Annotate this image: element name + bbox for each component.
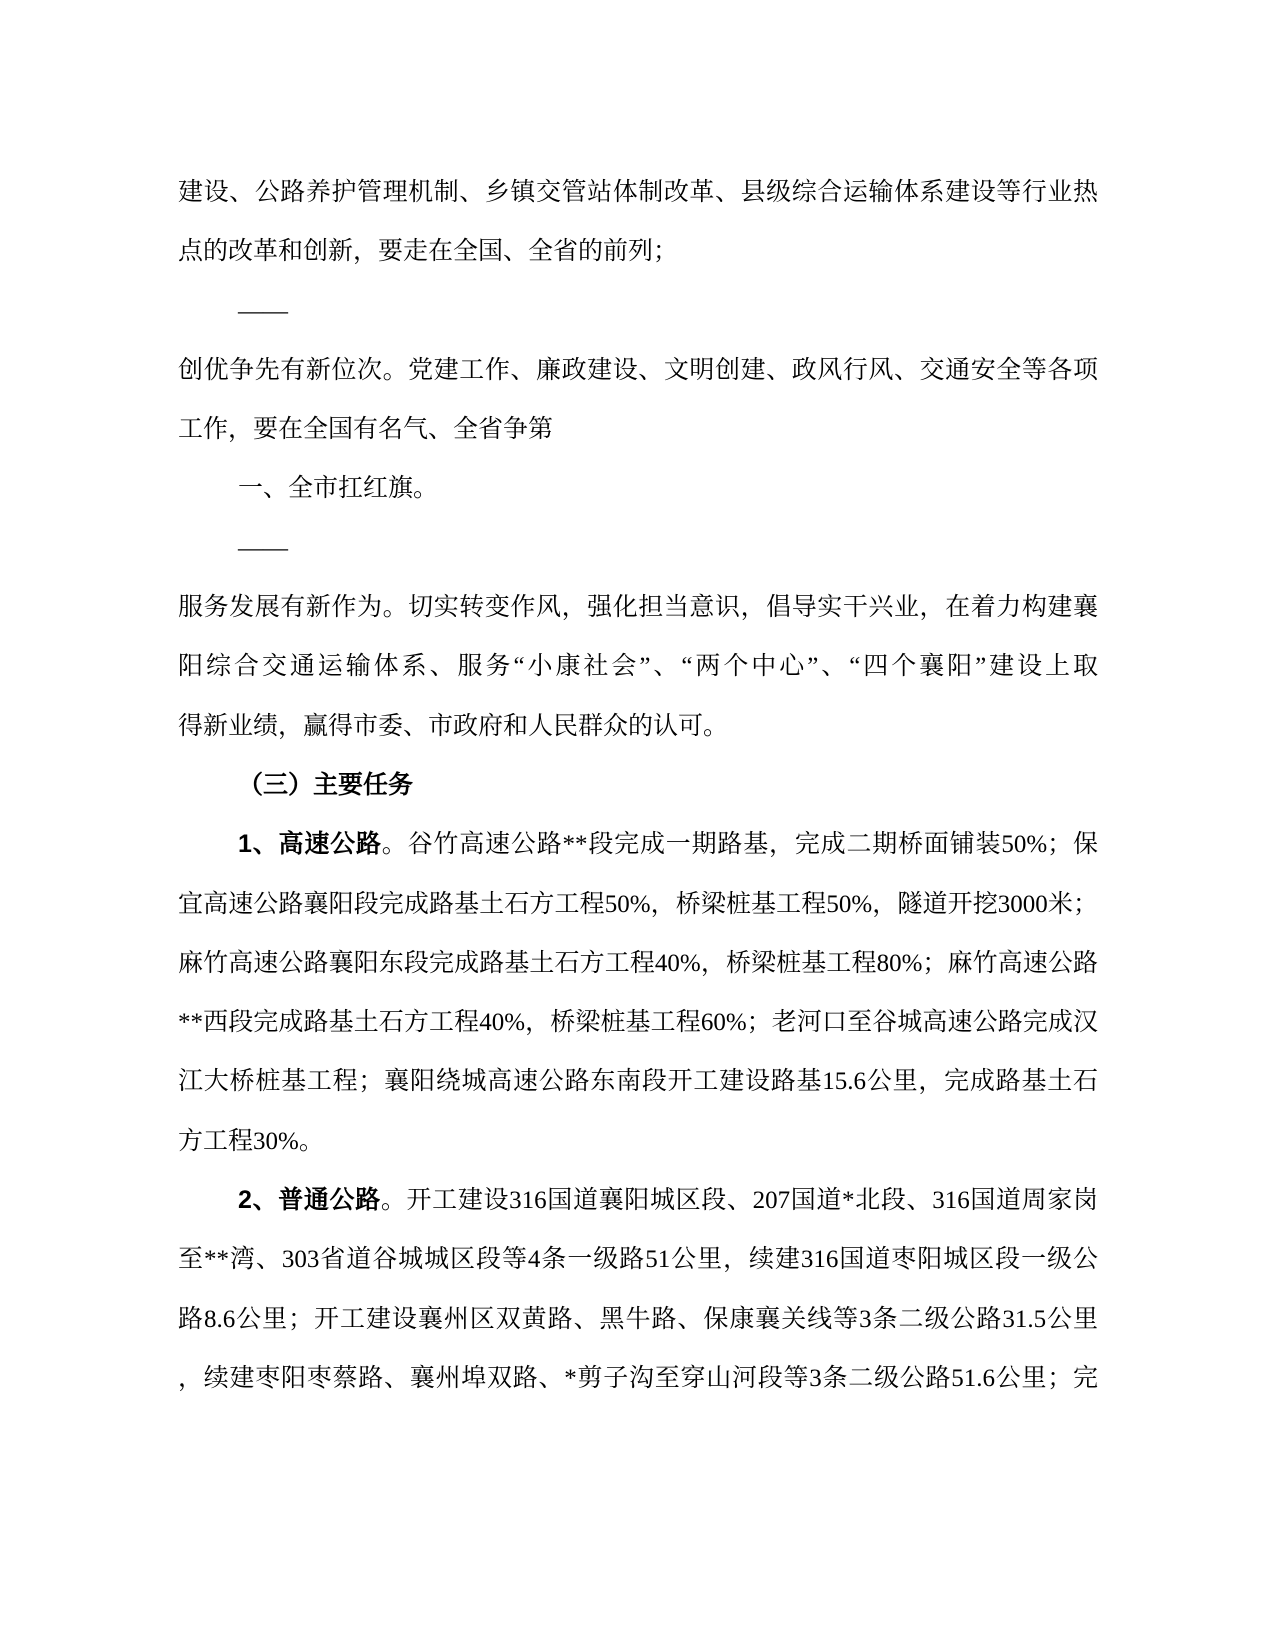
document-line [178, 1171, 1098, 1230]
document-line [178, 756, 1098, 815]
text-run: 工作，要在全国有名气、全省争第 [178, 416, 554, 444]
text-run: 点的改革和创新，要走在全国、全省的前列； [178, 238, 679, 266]
text-run: 建设、公路养护管理机制、乡镇交管站体制改革、县级综合运输体系建设等行业热 [178, 179, 1098, 206]
text-run: 阳综合交通运输体系、服务“小康社会”、“两个中心”、“四个襄阳”建设上取 [178, 653, 1098, 681]
document-line [178, 282, 1098, 341]
document-line [178, 1052, 1098, 1111]
text-run: 服务发展有新作为。切实转变作风，强化担当意识，倡导实干兴业，在着力构建襄 [178, 594, 1098, 622]
document-line [178, 1290, 1098, 1349]
document-line [178, 459, 1098, 518]
text-run: 创优争先有新位次。党建工作、廉政建设、文明创建、政风行风、交通安全等各项 [178, 356, 1098, 384]
document-line [178, 697, 1098, 756]
document-line [178, 341, 1098, 400]
document-line [178, 993, 1098, 1052]
text-run: —— [238, 534, 288, 562]
document-content [178, 163, 1098, 1408]
text-run: 至**湾、303省道谷城城区段等4条一级路51公里，续建316国道枣阳城区段一级公 [178, 1246, 1098, 1274]
text-run: **西段完成路基土石方工程40%，桥梁桩基工程60%；老河口至谷城高速公路完成汉 [178, 1009, 1098, 1037]
text-run: ，续建枣阳枣蔡路、襄州埠双路、*剪子沟至穿山河段等3条二级公路51.6公里；完 [178, 1364, 1098, 1392]
document-line [178, 519, 1098, 578]
document-line [178, 1112, 1098, 1171]
document-line [178, 875, 1098, 934]
document-line [178, 1349, 1098, 1408]
document-line [178, 163, 1098, 222]
text-run: 江大桥桩基工程；襄阳绕城高速公路东南段开工建设路基15.6公里，完成路基土石 [178, 1068, 1098, 1096]
bold-text-run: 1、高速公路 [238, 830, 382, 859]
bold-text-run: （三）主要任务 [238, 770, 414, 799]
text-run: 麻竹高速公路襄阳东段完成路基土石方工程40%，桥梁桩基工程80%；麻竹高速公路 [178, 949, 1098, 977]
text-run: 。谷竹高速公路**段完成一期路基，完成二期桥面铺装50%；保 [381, 831, 1098, 859]
document-line [178, 1230, 1098, 1289]
text-run: —— [238, 297, 288, 325]
text-run: 方工程30%。 [178, 1127, 324, 1155]
document-line [178, 815, 1098, 874]
text-run: 宜高速公路襄阳段完成路基土石方工程50%，桥梁桩基工程50%，隧道开挖3000米； [178, 890, 1098, 918]
text-run: 路8.6公里；开工建设襄州区双黄路、黑牛路、保康襄关线等3条二级公路31.5公里 [178, 1305, 1098, 1333]
text-run: 得新业绩，赢得市委、市政府和人民群众的认可。 [178, 712, 729, 740]
text-run: 一、全市扛红旗。 [238, 475, 439, 503]
text-run: 。开工建设316国道襄阳城区段、207国道*北段、316国道周家岗 [380, 1187, 1098, 1215]
document-line [178, 637, 1098, 696]
document-line [178, 222, 1098, 281]
document-line [178, 578, 1098, 637]
bold-text-run: 2、普通公路 [238, 1186, 381, 1215]
document-line [178, 934, 1098, 993]
document-line [178, 400, 1098, 459]
